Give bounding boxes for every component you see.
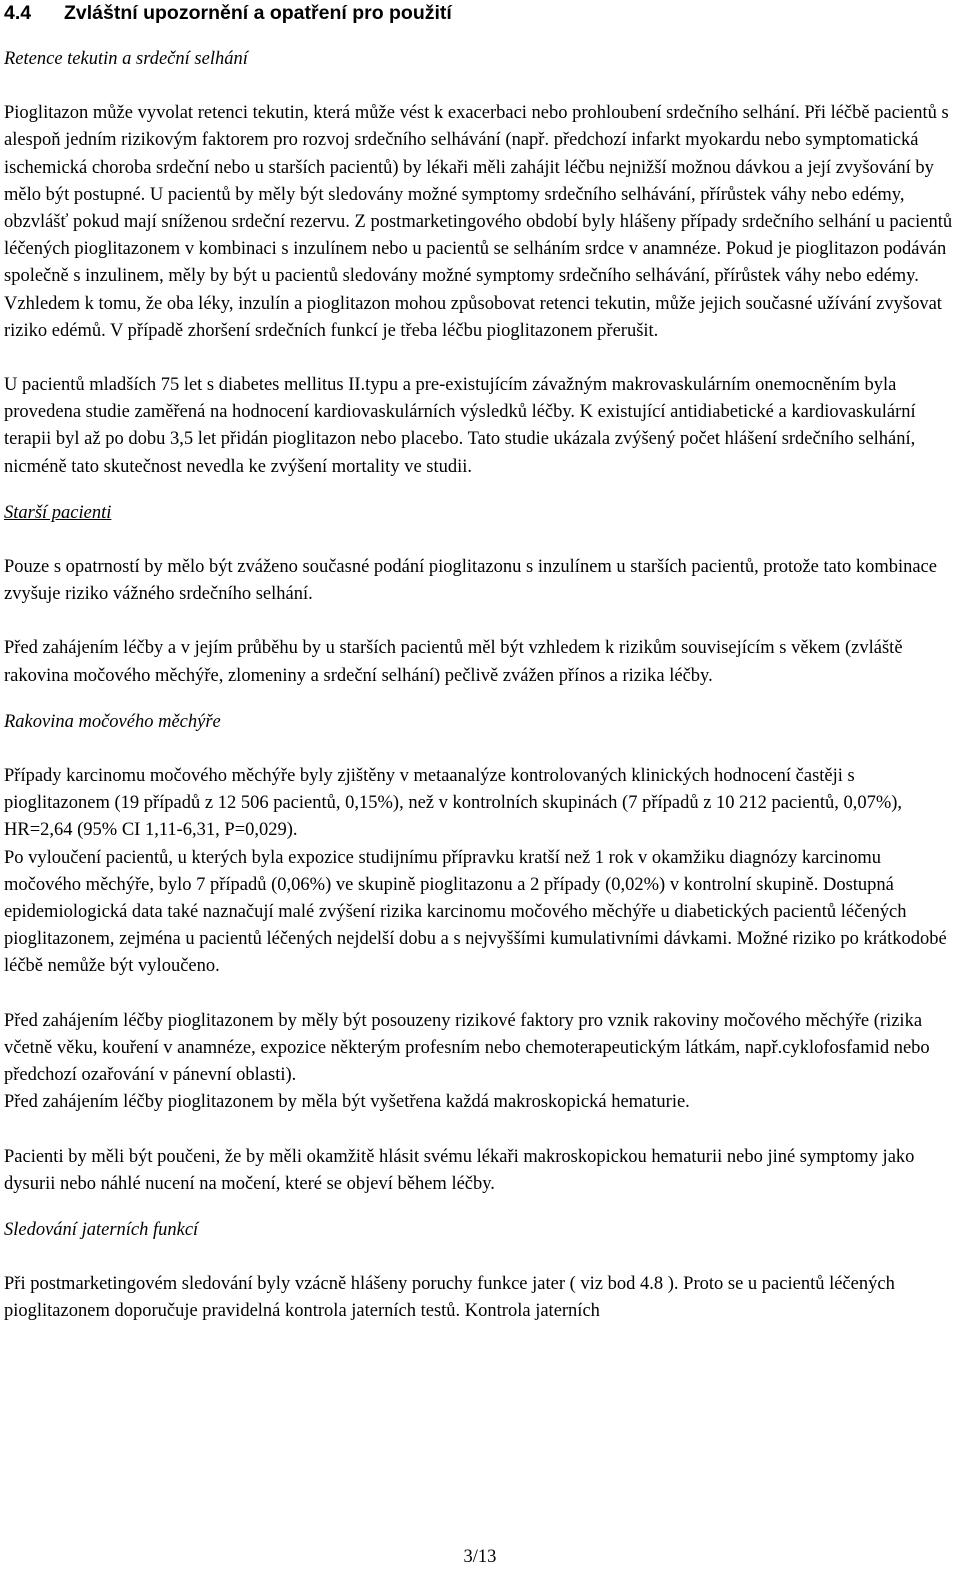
section-number: 4.4: [4, 2, 32, 24]
paragraph-bladder-3: Před zahájením léčby pioglitazonem by měly být posouzeny rizikové faktory pro vznik rakoviny močového měchýře (rizika včetně věku, kouření v anamnéze, expozice některým profesním nebo chemoterapeutickým látkám, např.cyklofosfamid nebo předchozí ozařování v pánevní oblasti).: [4, 1010, 930, 1086]
paragraph-liver-1: Při postmarketingovém sledování byly vzácně hlášeny poruchy funkce jater ( viz bod 4.8 ). Proto se u pacientů léčených pioglitazonem doporučuje pravidelná kontrola jaterních testů. Kontrola jaterních: [4, 1274, 895, 1322]
subheading-retention: Retence tekutin a srdeční selhání: [4, 49, 248, 69]
paragraph-retention-1: Pioglitazon může vyvolat retenci tekutin, která může vést k exacerbaci nebo prohloubení srdečního selhání. Při léčbě pacientů s alespoň jedním rizikovým faktorem pro rozvoj srdečního selhávání (např. předchozí infarkt myokardu nebo symptomatická ischemická choroba srdeční nebo u starších pacientů) by lékaři měli zahájit léčbu nejnižší možnou dávkou a její zvyšování by mělo být postupné. U pacientů by měly být sledovány možné symptomy srdečního selhávání, přírůstek váhy nebo edémy, obzvlášť pokud mají sníženou srdeční rezervu. Z postmarketingového období byly hlášeny případy srdečního selhání u pacientů léčených pioglitazonem v kombinaci s inzulínem nebo u pacientů se selháním srdce v anamnéze. Pokud je pioglitazon podáván společně s inzulinem, měly by být u pacientů sledovány možné symptomy srdečního selhávání, přírůstek váhy nebo edémy. Vzhledem k tomu, že oba léky, inzulín a pioglitazon mohou způsobovat retenci tekutin, může jejich současné užívání zvyšovat riziko edémů. V případě zhoršení srdečních funkcí je třeba léčbu pioglitazonem přerušit.: [4, 103, 953, 341]
subheading-liver: Sledování jaterních funkcí: [4, 1219, 199, 1240]
subheading-elderly: Starší pacienti: [4, 502, 112, 523]
page-number: 3/13: [463, 1547, 497, 1567]
paragraph-bladder-4: Před zahájením léčby pioglitazonem by měla být vyšetřena každá makroskopická hematurie.: [4, 1092, 690, 1113]
document-page: [4, 0, 956, 1567]
paragraph-bladder-5: Pacienti by měli být poučeni, že by měli okamžitě hlásit svému lékaři makroskopickou hematurii nebo jiné symptomy jako dysurii nebo náhlé nucení na močení, které se objeví během léčby.: [4, 1146, 915, 1194]
paragraph-elderly-2: Před zahájením léčby a v jejím průběhu by u starších pacientů měl být vzhledem k rizikům souvisejícím s věkem (zvláště rakovina močového měchýře, zlomeniny a srdeční selhání) pečlivě zvážen přínos a rizika léčby.: [4, 638, 903, 686]
paragraph-retention-2: U pacientů mladších 75 let s diabetes mellitus II.typu a pre-existujícím závažným makrovaskulárním onemocněním byla provedena studie zaměřená na hodnocení kardiovaskulárních výsledků léčby. K existující antidiabetické a kardiovaskulární terapii byl až po dobu 3,5 let přidán pioglitazon nebo placebo. Tato studie ukázala zvýšený počet hlášení srdečního selhání, nicméně tato skutečnost nevedla ke zvýšení mortality ve studii.: [4, 375, 916, 477]
paragraph-elderly-1: Pouze s opatrností by mělo být zváženo současné podání pioglitazonu s inzulínem u starších pacientů, protože tato kombinace zvyšuje riziko vážného srdečního selhání.: [4, 557, 937, 605]
paragraph-bladder-1: Případy karcinomu močového měchýře byly zjištěny v metaanalýze kontrolovaných klinických hodnocení častěji s pioglitazonem (19 případů z 12 506 pacientů, 0,15%), než v kontrolních skupinách (7 případů z 10 212 pacientů, 0,07%), HR=2,64 (95% CI 1,11-6,31, P=0,029).: [4, 766, 903, 841]
section-heading: [4, 0, 956, 27]
paragraph-bladder-2: Po vyloučení pacientů, u kterých byla expozice studijnímu přípravku kratší než 1 rok v okamžiku diagnózy karcinomu močového měchýře, bylo 7 případů (0,06%) ve skupině pioglitazonu a 2 případy (0,02%) v kontrolní skupině. Dostupná epidemiologická data také naznačují malé zvýšení rizika karcinomu močového měchýře u diabetických pacientů léčených pioglitazonem, zejména u pacientů léčených nejdelší dobu a s nejvyššími kumulativními dávkami. Možné riziko po krátkodobé léčbě nemůže být vyloučeno.: [4, 847, 947, 977]
section-title: Zvláštní upozornění a opatření pro použití: [64, 2, 452, 24]
subheading-bladder: Rakovina močového měchýře: [4, 711, 221, 732]
